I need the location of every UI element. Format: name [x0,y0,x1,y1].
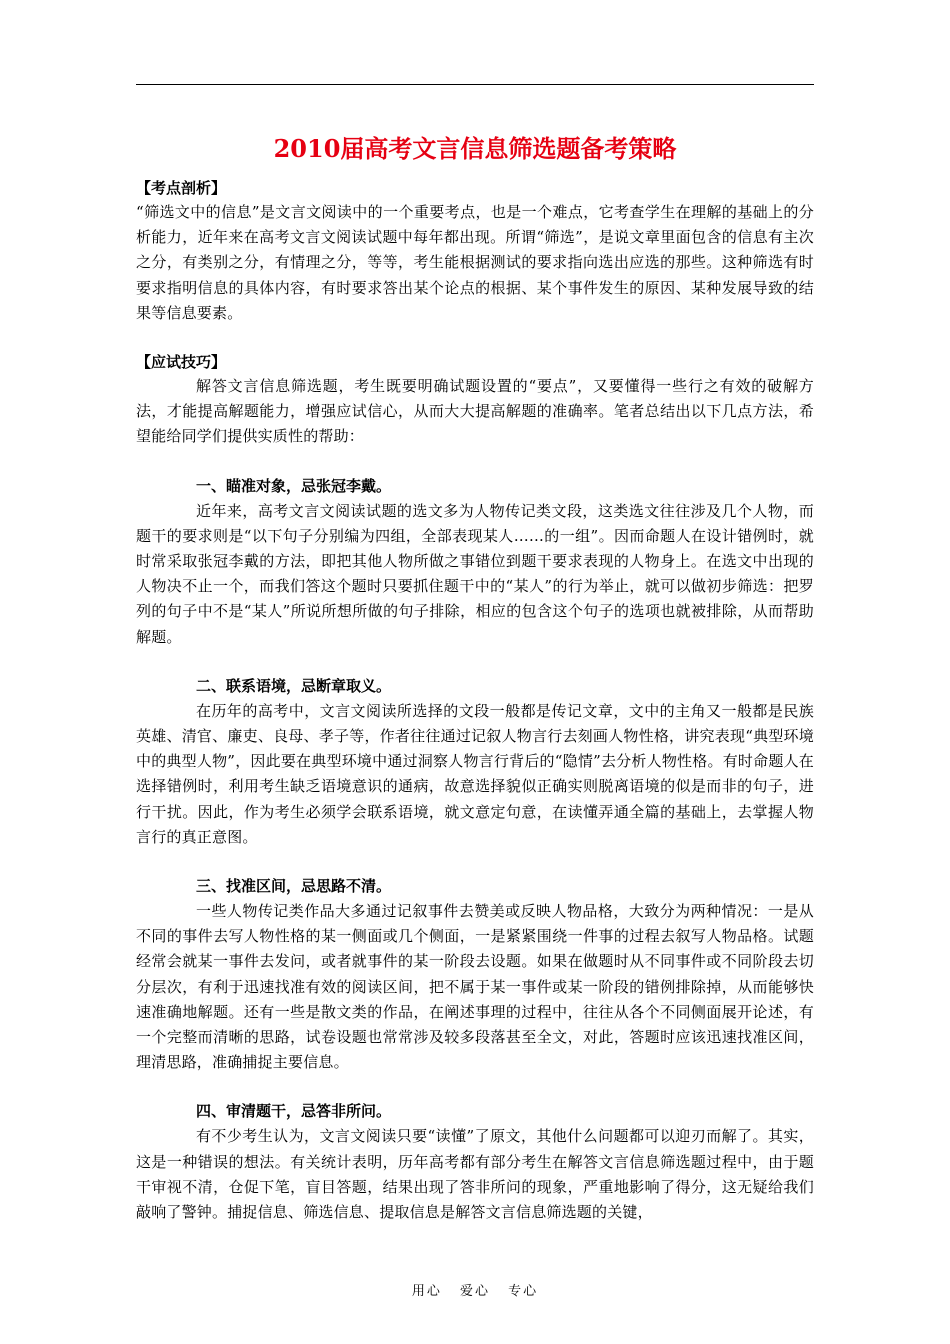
tip-heading-1: 一、瞄准对象，忌张冠李戴。 [196,476,392,495]
footer-word-3: 专心 [508,1284,539,1299]
document-body [136,176,814,1225]
tip-paragraph-2: 在历年的高考中，文言文阅读所选择的文段一般都是传记文章，文中的主角又一般都是民族英雄、清官、廉吏、良母、孝子等，作者往往通过记叙人物言行去刻画人物性格，讲究表现“典型环境中的典型人物”，因此要在典型环境中通过洞察人物言行背后的“隐情”去分析人物性格。有时命题人在选择错例时，利用考生缺乏语境意识的通病，故意选择貌似正确实则脱离语境的似是而非的句子，进行干扰。因此，作为考生必须学会联系语境，就文意定句意，在读懂弄通全篇的基础上，去掌握人物言行的真正意图。 [136,701,814,846]
tip-paragraph-4: 有不少考生认为，文言文阅读只要“读懂”了原文，其他什么问题都可以迎刃而解了。其实，这是一种错误的想法。有关统计表明，历年高考都有部分考生在解答文言信息筛选题过程中，由于题干审视不清，仓促下笔，盲目答题，结果出现了答非所问的现象，严重地影响了得分，这无疑给我们敲响了警钟。捕捉信息、筛选信息、提取信息是解答文言信息筛选题的关键， [136,1127,814,1222]
tips-intro-paragraph: 解答文言信息筛选题，考生既要明确试题设置的“要点”，又要懂得一些行之有效的破解方法，才能提高解题能力，增强应试信心，从而大大提高解题的准确率。笔者总结出以下几点方法，希望能给同学们提供实质性的帮助： [136,377,814,446]
page-title: 2010届高考文言信息筛选题备考策略 [273,134,677,163]
section-heading-tips: 【应试技巧】 [136,353,227,372]
tip-heading-2: 二、联系语境，忌断章取义。 [196,676,392,695]
tip-paragraph-3: 一些人物传记类作品大多通过记叙事件去赞美或反映人物品格，大致分为两种情况：一是从不同的事件去写人物性格的某一侧面或几个侧面，一是紧紧围绕一件事的过程去叙写人物品格。试题经常会就某一事件去发问，或者就事件的某一阶段去设题。如果在做题时从不同事件或不同阶段去切分层次，有利于迅速找准有效的阅读区间，把不属于某一事件或某一阶段的错例排除掉，从而能够快速准确地解题。还有一些是散文类的作品，在阐述事理的过程中，往往从各个不同侧面展开论述，有一个完整而清晰的思路，试卷设题也常常涉及较多段落甚至全文，对此，答题时应该迅速找准区间，理清思路，准确捕捉主要信息。 [136,902,814,1072]
footer-word-2: 爱心 [459,1284,490,1299]
tip-heading-3: 三、找准区间，忌思路不清。 [196,877,392,896]
page-footer [0,1280,950,1299]
tip-heading-4: 四、审清题干，忌答非所问。 [196,1102,392,1121]
analysis-paragraph: “筛选文中的信息”是文言文阅读中的一个重要考点，也是一个难点，它考查学生在理解的基础上的分析能力，近年来在高考文言文阅读试题中每年都出现。所谓“筛选”，是说文章里面包含的信息有主次之分，有类别之分，有情理之分，等等，考生能根据测试的要求指向选出应选的那些。这种筛选有时要求指明信息的具体内容，有时要求答出某个论点的根据、某个事件发生的原因、某种发展导致的结果等信息要素。 [136,203,814,322]
footer-word-1: 用心 [411,1284,442,1299]
section-heading-analysis: 【考点剖析】 [136,179,227,197]
header-rule [136,84,814,85]
tip-paragraph-1: 近年来，高考文言文阅读试题的选文多为人物传记类文段，这类选文往往涉及几个人物，而题干的要求则是“以下句子分别编为四组，全部表现某人……的一组”。因而命题人在设计错例时，就时常采取张冠李戴的方法，即把其他人物所做之事错位到题干要求表现的人物身上。在选文中出现的人物决不止一个，而我们答这个题时只要抓住题干中的“某人”的行为举止，就可以做初步筛选：把罗列的句子中不是“某人”所说所想所做的句子排除，相应的包含这个句子的选项也就被排除，从而帮助解题。 [136,501,814,646]
